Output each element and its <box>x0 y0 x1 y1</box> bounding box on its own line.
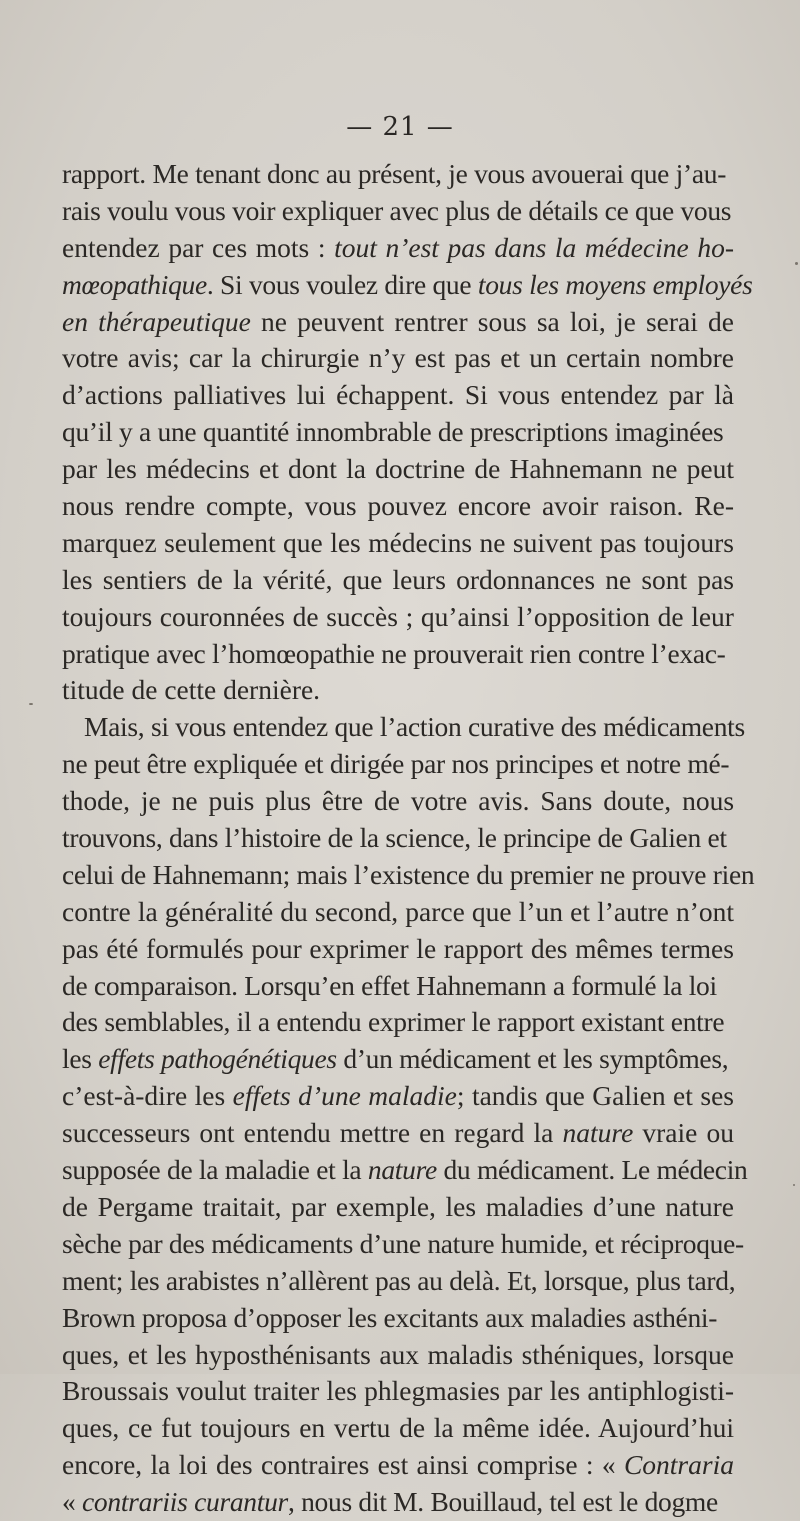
text-segment: votre avis; car la chirurgie n’y est pas et un certain nombre <box>62 342 735 374</box>
text-segment: les <box>62 1043 99 1075</box>
text-segment: ne peuvent rentrer sous sa loi, je serai de <box>250 305 734 337</box>
text-segment: entendez par ces mots : <box>62 231 335 263</box>
text-segment: nous rendre compte, vous pouvez encore avoir raison. Re- <box>62 490 735 522</box>
text-segment: rapport. Me tenant donc au présent, je vous avouerai que j’au- <box>62 158 727 189</box>
text-line <box>62 562 734 599</box>
paper-speck <box>795 262 798 265</box>
text-line <box>62 599 734 636</box>
text-line <box>62 1226 744 1263</box>
text-segment: qu’il y a une quantité innombrable de prescriptions imaginées <box>62 416 724 448</box>
text-segment: ment; les arabistes n’allèrent pas au delà. Et, lorsque, plus tard, <box>62 1264 736 1296</box>
text-segment: de Pergame traitait, par exemple, les maladies d’une nature <box>62 1190 734 1222</box>
text-segment: pratique avec l’homœopathie ne prouverait rien contre l’exac- <box>62 637 726 669</box>
text-segment: supposée de la maladie et la <box>62 1154 368 1186</box>
text-line <box>62 1484 734 1521</box>
italic-text-segment: effets pathogénétiques <box>98 1043 337 1075</box>
text-line <box>62 1152 748 1189</box>
text-line <box>62 894 734 931</box>
page-number: — 21 — <box>346 112 454 142</box>
text-line <box>62 156 734 193</box>
text-segment: les sentiers de la vérité, que leurs ordonnances ne sont pas <box>62 563 734 595</box>
text-segment: « <box>62 1486 83 1518</box>
text-segment: encore, la loi des contraires est ainsi comprise : « <box>62 1449 624 1481</box>
text-segment: Mais, si vous entendez que l’action curative des médicaments <box>84 711 745 743</box>
text-segment: de comparaison. Lorsqu’en effet Hahnemann a formulé la loi <box>62 969 717 1001</box>
text-segment: trouvons, dans l’histoire de la science, le principe de Galien et <box>62 822 727 854</box>
text-line <box>62 1115 734 1152</box>
text-segment: ques, et les hyposthénisants aux maladis sthéniques, lorsque <box>62 1338 734 1370</box>
text-segment: pas été formulés pour exprimer le rapport des mêmes termes <box>62 932 734 964</box>
text-segment: ; tandis que Galien et ses <box>456 1080 734 1112</box>
text-line <box>62 340 734 377</box>
text-segment: titude de cette dernière. <box>62 674 321 706</box>
text-segment: d’actions palliatives lui échappent. Si vous entendez par là <box>62 379 734 411</box>
text-line <box>62 267 753 304</box>
text-line <box>62 1263 734 1300</box>
text-line <box>62 1373 734 1410</box>
text-segment: ne peut être expliquée et dirigée par nos principes et notre mé- <box>62 748 730 780</box>
italic-text-segment: contrariis curantur <box>82 1486 288 1518</box>
text-segment: successeurs ont entendu mettre en regard la <box>62 1117 563 1149</box>
text-line <box>62 746 734 783</box>
text-line <box>62 377 734 414</box>
italic-text-segment: effets d’une maladie <box>232 1080 457 1112</box>
text-line <box>62 230 734 267</box>
text-segment: des semblables, il a entendu exprimer le rapport existant entre <box>62 1006 725 1038</box>
text-line <box>62 820 734 857</box>
text-line <box>62 525 734 562</box>
text-line <box>62 931 734 968</box>
text-line <box>62 1004 734 1041</box>
text-segment: celui de Hahnemann; mais l’existence du premier ne prouve rien <box>62 858 755 890</box>
text-line <box>62 451 734 488</box>
italic-text-segment: nature <box>562 1117 634 1149</box>
text-line <box>62 304 734 341</box>
text-segment: Brown proposa d’opposer les excitants aux maladies asthéni- <box>62 1301 718 1333</box>
italic-text-segment: Contraria <box>623 1449 734 1481</box>
text-line <box>62 636 734 673</box>
text-segment: marquez seulement que les médecins ne suivent pas toujours <box>62 526 735 558</box>
text-segment: sèche par des médicaments d’une nature humide, et réciproque- <box>62 1227 744 1259</box>
body-text <box>62 156 755 1521</box>
italic-text-segment: nature <box>367 1154 437 1186</box>
text-segment: du médicament. Le médecin <box>436 1154 748 1186</box>
text-line <box>62 1447 734 1484</box>
text-line <box>62 783 734 820</box>
text-line <box>62 1041 734 1078</box>
text-line <box>62 1337 734 1374</box>
text-segment: vraie ou <box>633 1117 734 1149</box>
paper-speck <box>793 1184 795 1186</box>
text-segment: par les médecins et dont la doctrine de Hahnemann ne peut <box>62 453 734 485</box>
text-segment: c’est-à-dire les <box>62 1080 233 1112</box>
italic-text-segment: tous les moyens employés <box>477 268 753 300</box>
italic-text-segment: tout n’est pas dans la médecine ho- <box>334 231 734 263</box>
text-segment: d’un médicament et les symptômes, <box>336 1043 729 1075</box>
text-segment: ques, ce fut toujours en vertu de la même idée. Aujourd’hui <box>62 1412 735 1444</box>
text-line <box>62 414 734 451</box>
text-segment: contre la généralité du second, parce que l’un et l’autre n’ont <box>62 895 735 927</box>
text-segment: toujours couronnées de succès ; qu’ainsi l’opposition de leur <box>62 600 734 632</box>
text-line <box>62 193 734 230</box>
text-line <box>62 709 745 746</box>
text-line <box>62 672 734 709</box>
italic-text-segment: en thérapeutique <box>62 305 251 337</box>
text-segment: thode, je ne puis plus être de votre avis. Sans doute, nous <box>62 785 735 817</box>
text-line <box>62 1189 734 1226</box>
text-segment: , nous dit M. Bouillaud, tel est le dogme <box>287 1486 718 1518</box>
text-line <box>62 488 734 525</box>
text-segment: rais voulu vous voir expliquer avec plus de détails ce que vous <box>62 194 732 226</box>
text-line <box>62 1300 734 1337</box>
text-line <box>62 1078 734 1115</box>
text-line <box>62 857 755 894</box>
text-line <box>62 968 734 1005</box>
italic-text-segment: mœopathique <box>62 268 207 300</box>
text-segment: . Si vous voulez dire que <box>206 268 478 300</box>
text-segment: Broussais voulut traiter les phlegmasies par les antiphlogisti- <box>62 1375 734 1407</box>
text-line <box>62 1410 734 1447</box>
paper-speck <box>29 703 33 705</box>
